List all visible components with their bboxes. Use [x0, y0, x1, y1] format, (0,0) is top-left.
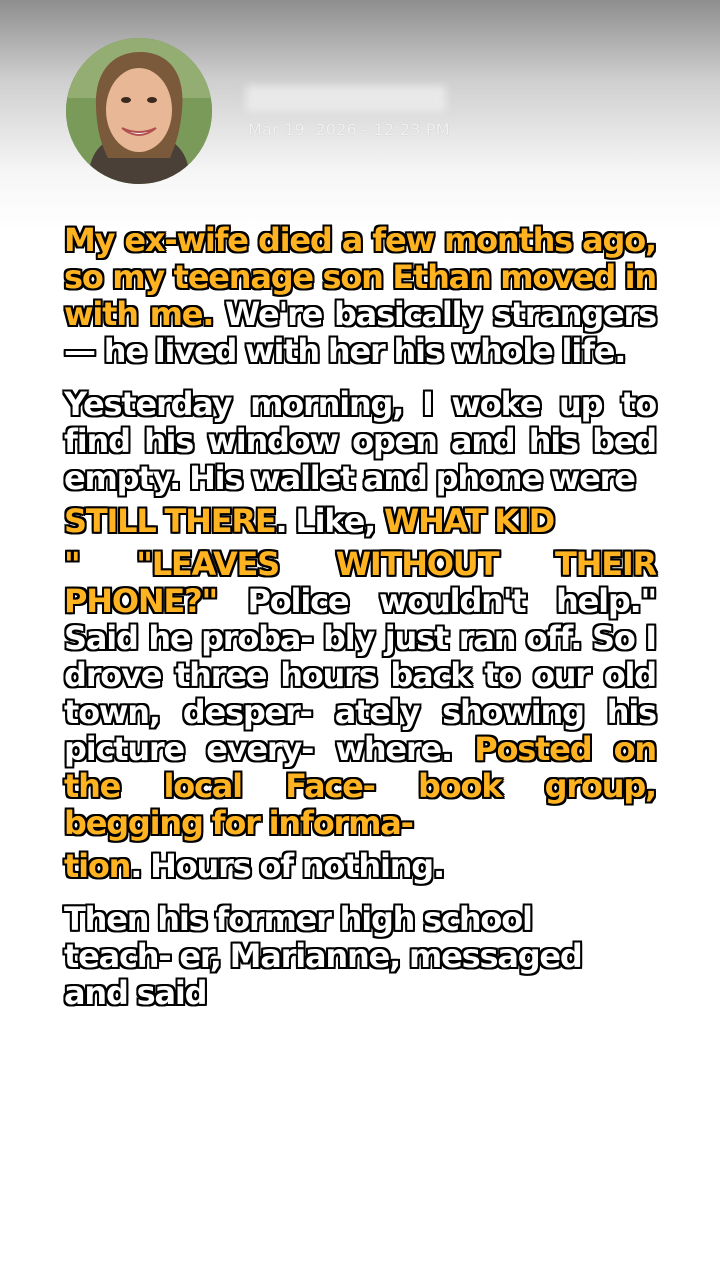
highlight-text: My ex-wife died a few months ago, so my teenage son Ethan moved in with me. [64, 221, 656, 333]
author-name[interactable] [246, 86, 446, 112]
story-paragraph-2 [64, 386, 656, 497]
post-timestamp: Mar 19, 2026 - 12:23 PM [248, 120, 450, 139]
story-paragraph-5 [64, 901, 604, 1012]
avatar[interactable] [66, 38, 212, 184]
highlight-text: " "LEAVES WITHOUT THEIR PHONE?" [64, 545, 656, 620]
body-text: Police wouldn't help." Said he proba- bly just ran off. So I drove three hours back to our old town, desper- ately showing his picture every- where. [64, 582, 656, 768]
body-text: Then his former high school teach- er, Marianne, messaged and said [64, 900, 582, 1012]
highlight-text: STILL THERE [64, 502, 276, 540]
story-paragraph-2b [64, 503, 656, 540]
body-text: . Like, [275, 502, 384, 540]
highlight-text: tion [64, 847, 131, 885]
story-paragraph-4 [64, 848, 656, 885]
body-text: . Hours of nothing. [130, 847, 444, 885]
highlight-text: Posted on the local Face- book group, begging for informa- [64, 730, 656, 842]
post-header [0, 0, 720, 210]
avatar-portrait-icon [66, 38, 212, 184]
highlight-text: WHAT KID [383, 502, 554, 540]
story-paragraph-1 [64, 222, 656, 370]
story-paragraph-3 [64, 546, 656, 842]
body-text: We're basically strangers — he lived with her his whole life. [64, 295, 656, 370]
story-body [64, 222, 656, 1028]
body-text: Yesterday morning, I woke up to find his window open and his bed empty. His wallet and phone were [64, 385, 656, 497]
